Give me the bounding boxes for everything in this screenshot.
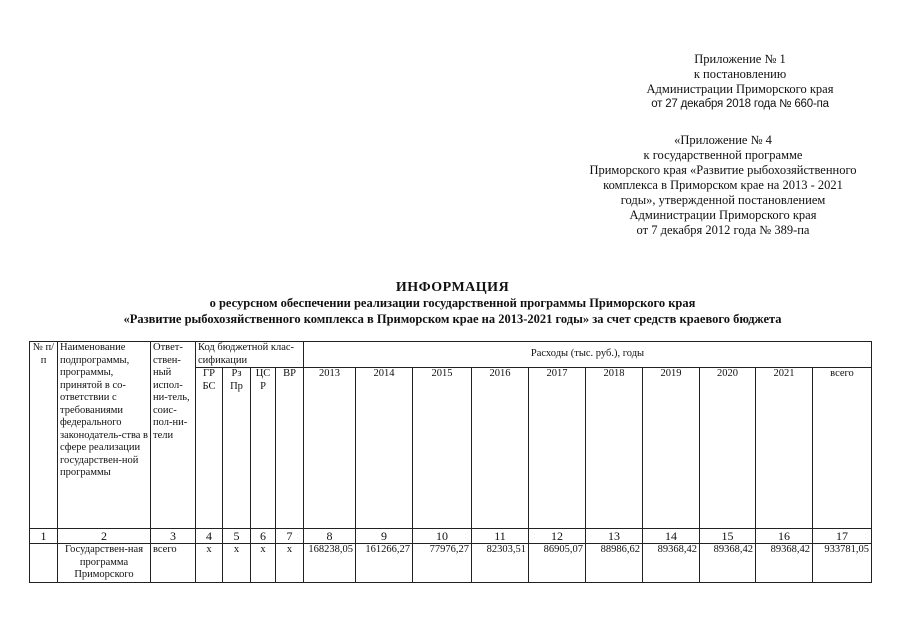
head-expense-group: Расходы (тыс. руб.), годы [304, 342, 872, 368]
annex4-line: Приморского края «Развитие рыбохозяйственного [589, 163, 857, 177]
col-number: 1 [30, 529, 58, 544]
row-code-grbs: х [196, 544, 223, 583]
row-value-2021: 89368,42 [756, 544, 813, 583]
head-year: 2016 [472, 368, 529, 529]
col-number: 11 [472, 529, 529, 544]
title-main: ИНФОРМАЦИЯ [395, 280, 510, 295]
head-total: всего [813, 368, 872, 529]
row-code-vr: х [276, 544, 304, 583]
col-number: 13 [586, 529, 643, 544]
header-row-1 [30, 342, 872, 368]
head-year: 2015 [413, 368, 472, 529]
head-year: 2020 [700, 368, 756, 529]
row-name: Государствен-ная программа Приморского [58, 544, 151, 583]
col-number: 8 [304, 529, 356, 544]
annex1-header [600, 52, 880, 112]
row-code-rzpr: х [223, 544, 251, 583]
col-number: 6 [251, 529, 276, 544]
col-number: 10 [413, 529, 472, 544]
head-year: 2019 [643, 368, 700, 529]
annex1-line: Администрации Приморского края [646, 82, 834, 96]
head-year: 2014 [356, 368, 413, 529]
document-title [0, 279, 905, 327]
col-number: 12 [529, 529, 586, 544]
row-value-2018: 88986,62 [586, 544, 643, 583]
row-code-csr: х [251, 544, 276, 583]
resource-table [29, 341, 872, 583]
head-code-rzpr: Рз Пр [223, 368, 251, 529]
row-responsible: всего [151, 544, 196, 583]
head-code-grbs: ГР БС [196, 368, 223, 529]
col-number: 4 [196, 529, 223, 544]
col-number: 3 [151, 529, 196, 544]
annex4-line: годы», утвержденной постановлением [620, 193, 826, 207]
head-year: 2018 [586, 368, 643, 529]
head-year: 2021 [756, 368, 813, 529]
col-number: 5 [223, 529, 251, 544]
head-year: 2013 [304, 368, 356, 529]
col-number: 16 [756, 529, 813, 544]
col-number: 9 [356, 529, 413, 544]
col-number: 2 [58, 529, 151, 544]
row-value-2016: 82303,51 [472, 544, 529, 583]
annex4-line: от 7 декабря 2012 года № 389-па [636, 223, 810, 237]
row-value-2020: 89368,42 [700, 544, 756, 583]
title-sub1: о ресурсном обеспечении реализации государственной программы Приморского края [209, 296, 696, 310]
annex4-line: «Приложение № 4 [674, 133, 772, 147]
title-sub2: «Развитие рыбохозяйственного комплекса в Приморском крае на 2013-2021 годы» за счет средств краевого бюджета [123, 311, 782, 326]
row-num [30, 544, 58, 583]
col-number: 17 [813, 529, 872, 544]
head-responsible: Ответ-ствен-ный испол-ни-тель, соис-пол-ни-тели [151, 342, 196, 529]
row-value-2014: 161266,27 [356, 544, 413, 583]
head-year: 2017 [529, 368, 586, 529]
col-number: 15 [700, 529, 756, 544]
table-row [30, 544, 872, 583]
annex4-line: комплекса в Приморском крае на 2013 - 2021 [603, 178, 843, 192]
row-value-total: 933781,05 [813, 544, 872, 583]
row-value-2019: 89368,42 [643, 544, 700, 583]
annex4-header [548, 133, 898, 238]
head-code-group: Код бюджетной клас-сификации [196, 342, 304, 368]
head-code-csr: ЦС Р [251, 368, 276, 529]
row-value-2015: 77976,27 [413, 544, 472, 583]
annex1-line: к постановлению [693, 67, 787, 81]
annex1-line: Приложение № 1 [694, 52, 786, 66]
annex4-line: к государственной программе [643, 148, 803, 162]
head-code-vr: ВР [276, 368, 304, 529]
annex4-line: Администрации Приморского края [629, 208, 817, 222]
col-number: 7 [276, 529, 304, 544]
annex1-date-stamp: от 27 декабря 2018 года № 660-па [651, 98, 829, 110]
col-number: 14 [643, 529, 700, 544]
column-number-row [30, 529, 872, 544]
head-num: № п/п [30, 342, 58, 529]
row-value-2017: 86905,07 [529, 544, 586, 583]
head-name: Наименование подпрограммы, программы, принятой в со-ответствии с требованиями федерального законодатель-ства в сфере реализации государствен-ной программы [58, 342, 151, 529]
row-value-2013: 168238,05 [304, 544, 356, 583]
